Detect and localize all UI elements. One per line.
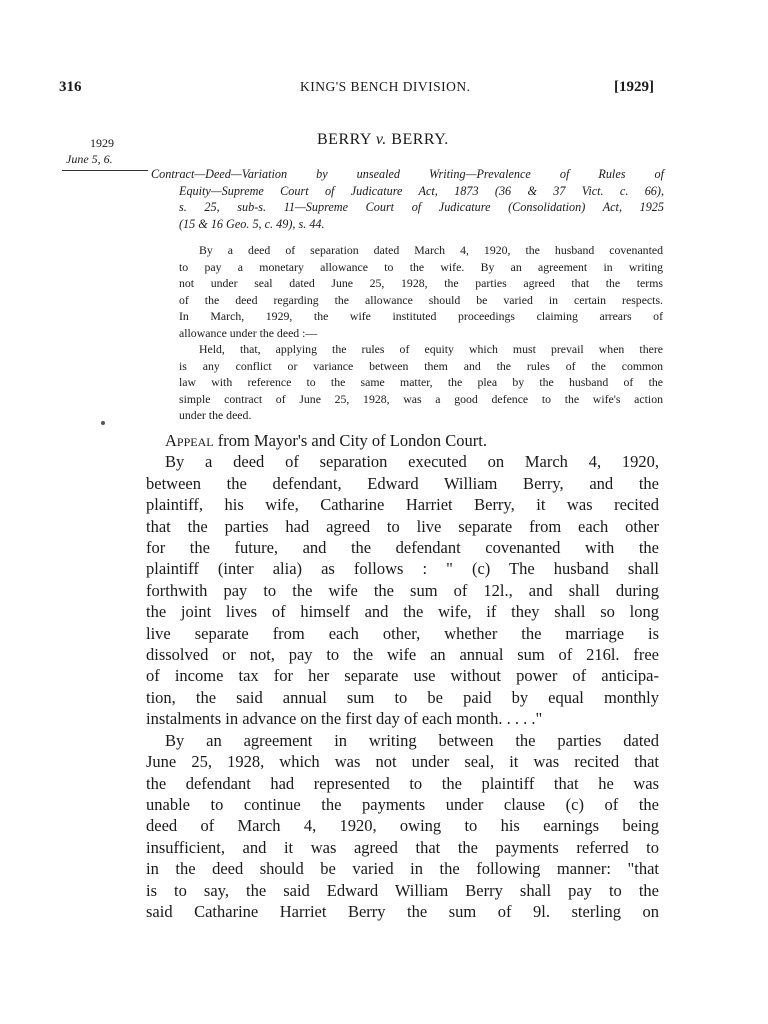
catchword-line: s. 25, sub-s. 11—Supreme Court of Judicature (Consolidation) Act, 1925 xyxy=(179,200,664,214)
body-line: said Catharine Harriet Berry the sum of 9l. sterling on xyxy=(146,901,659,921)
body-line: plaintiff, his wife, Catharine Harriet Berry, it was recited xyxy=(146,495,659,515)
appeal-rest: from Mayor's and City of London Court. xyxy=(213,431,487,450)
body-line: for the future, and the defendant covenanted with the xyxy=(146,538,659,558)
body-line: forthwith pay to the wife the sum of 12l., and shall during xyxy=(146,580,659,600)
headnote-line: By a deed of separation dated March 4, 1920, the husband covenanted xyxy=(199,243,663,257)
margin-divider xyxy=(62,170,148,171)
headnote-line: to pay a monetary allowance to the wife. By an agreement in writing xyxy=(179,259,663,274)
body-line: deed of March 4, 1920, owing to his earnings being xyxy=(146,816,659,836)
case-title xyxy=(317,131,449,149)
body-line: live separate from each other, whether the marriage is xyxy=(146,623,659,643)
headnote-line: Held, that, applying the rules of equity which must prevail when there xyxy=(199,342,663,356)
headnote-line: of the deed regarding the allowance should be varied in certain respects. xyxy=(179,292,663,307)
catchwords xyxy=(151,166,664,232)
body-line: insufficient, and it was agreed that the payments referred to xyxy=(146,837,659,857)
margin-year: 1929 xyxy=(90,136,114,150)
judgment-body xyxy=(146,430,659,922)
headnote-line: is any conflict or variance between them and the rules of the common xyxy=(179,358,663,373)
body-line: in the deed should be varied in the following manner: "that xyxy=(146,859,659,879)
headnote-line: law with reference to the same matter, the plea by the husband of the xyxy=(179,375,663,389)
running-title: KING'S BENCH DIVISION. xyxy=(300,79,471,94)
catchword-line: (15 & 16 Geo. 5, c. 49), s. 44. xyxy=(179,216,325,231)
headnote-line: In March, 1929, the wife instituted proceedings claiming arrears of xyxy=(179,309,663,323)
headnote-line: simple contract of June 25, 1928, was a good defence to the wife's action xyxy=(179,391,663,406)
page-number: 316 xyxy=(59,79,82,95)
body-line: is to say, the said Edward William Berry shall pay to the xyxy=(146,880,659,900)
headnote-line: under the deed. xyxy=(179,408,252,422)
catchword-line: Contract—Deed—Variation by unsealed Writing—Prevalence of Rules of xyxy=(151,167,664,181)
body-line: instalments in advance on the first day of each month. . . . ." xyxy=(146,709,543,729)
headnote-line: allowance under the deed :— xyxy=(179,325,318,340)
header-year: [1929] xyxy=(614,79,654,95)
body-line: June 25, 1928, which was not under seal, it was recited that xyxy=(146,752,659,772)
appeal-line xyxy=(146,430,659,451)
body-line: By an agreement in writing between the parties dated xyxy=(165,730,659,750)
appeal-word: Appeal xyxy=(165,431,214,450)
body-line: between the defendant, Edward William Berry, and the xyxy=(146,473,659,493)
margin-date: June 5, 6. xyxy=(66,152,113,166)
case-title-versus: v. xyxy=(375,131,387,148)
margin-dot xyxy=(101,421,105,425)
body-line: tion, the said annual sum to be paid by equal monthly xyxy=(146,687,659,707)
case-title-party-b: BERRY. xyxy=(391,131,449,148)
case-title-party-a: BERRY xyxy=(317,131,372,148)
body-line: plaintiff (inter alia) as follows : " (c) The husband shall xyxy=(146,559,659,579)
body-line: the defendant had represented to the plaintiff that he was xyxy=(146,773,659,793)
body-line: unable to continue the payments under clause (c) of the xyxy=(146,794,659,814)
headnote-line: not under seal dated June 25, 1928, the parties agreed that the terms xyxy=(179,276,663,290)
body-line: dissolved or not, pay to the wife an annual sum of 216l. free xyxy=(146,645,659,665)
body-line: By a deed of separation executed on March 4, 1920, xyxy=(165,452,659,472)
body-line: of income tax for her separate use without power of anticipa- xyxy=(146,666,659,686)
catchword-line: Equity—Supreme Court of Judicature Act, 1873 (36 & 37 Vict. c. 66), xyxy=(179,183,664,198)
body-line: the joint lives of himself and the wife, if they shall so long xyxy=(146,602,659,622)
body-line: that the parties had agreed to live separate from each other xyxy=(146,516,659,536)
headnote xyxy=(179,242,663,424)
